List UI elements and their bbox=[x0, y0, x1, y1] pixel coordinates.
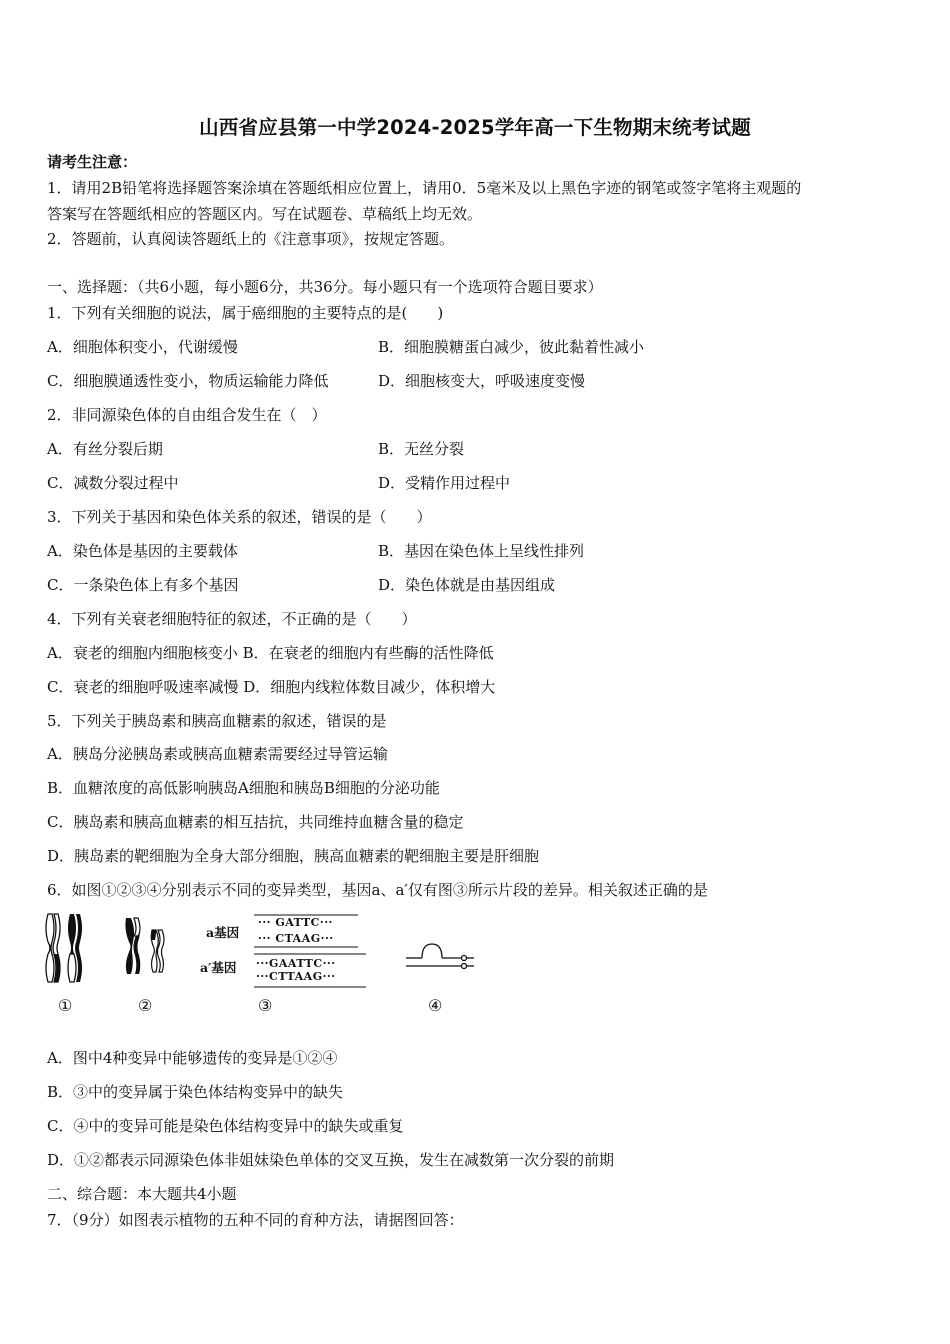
question-5-option-d: D．胰岛素的靶细胞为全身大部分细胞，胰高血糖素的靶细胞主要是肝细胞 bbox=[47, 847, 540, 865]
question-2-option-c: C．减数分裂过程中 bbox=[47, 474, 179, 492]
figure-label-2: ② bbox=[138, 996, 153, 1015]
question-3-option-b: B．基因在染色体上呈线性排列 bbox=[378, 542, 585, 560]
question-2-option-a: A．有丝分裂后期 bbox=[47, 440, 163, 458]
chromosome-loop-diagram bbox=[400, 938, 480, 978]
notice-item-1-line-1: 1．请用2B铅笔将选择题答案涂填在答题纸相应位置上，请用0．5毫米及以上黑色字迹的钢笔或签字笔将主观题的 bbox=[47, 179, 802, 197]
question-3-stem: 3．下列关于基因和染色体关系的叙述，错误的是（ ） bbox=[47, 508, 432, 526]
notice-item-1-line-2: 答案写在答题纸相应的答题区内。写在试题卷、草稿纸上均无效。 bbox=[47, 205, 483, 223]
gene-a-strand-top: ··· GATTC··· bbox=[258, 916, 333, 929]
question-3-option-a: A．染色体是基因的主要载体 bbox=[47, 542, 238, 560]
question-6-option-a: A．图中4种变异中能够遗传的变异是①②④ bbox=[47, 1049, 338, 1067]
question-2-option-b: B．无丝分裂 bbox=[378, 440, 465, 458]
chromosome-pair-1-diagram bbox=[40, 908, 100, 988]
question-6-option-b: B．③中的变异属于染色体结构变异中的缺失 bbox=[47, 1083, 344, 1101]
question-2-stem: 2．非同源染色体的自由组合发生在（ ） bbox=[47, 406, 327, 424]
question-5-option-a: A．胰岛分泌胰岛素或胰高血糖素需要经过导管运输 bbox=[47, 745, 388, 763]
section-1-heading: 一、选择题：（共6小题，每小题6分，共36分。每小题只有一个选项符合题目要求） bbox=[47, 278, 603, 296]
gene-a-label: a基因 bbox=[206, 925, 240, 940]
question-2-option-d: D．受精作用过程中 bbox=[378, 474, 511, 492]
question-6-option-d: D．①②都表示同源染色体非姐妹染色单体的交叉互换，发生在减数第一次分裂的前期 bbox=[47, 1151, 615, 1169]
question-6-stem: 6．如图①②③④分别表示不同的变异类型，基因a、a′仅有图③所示片段的差异。相关叙述正确的是 bbox=[47, 881, 708, 899]
question-4-stem: 4．下列有关衰老细胞特征的叙述，不正确的是（ ） bbox=[47, 610, 417, 628]
figure-label-3: ③ bbox=[258, 996, 273, 1015]
question-5-option-b: B．血糖浓度的高低影响胰岛A细胞和胰岛B细胞的分泌功能 bbox=[47, 779, 440, 797]
figure-label-4: ④ bbox=[428, 996, 443, 1015]
notice-heading: 请考生注意： bbox=[47, 153, 138, 171]
gene-a-prime-label: a′基因 bbox=[200, 960, 237, 975]
question-3-option-d: D．染色体就是由基因组成 bbox=[378, 576, 556, 594]
question-1-option-c: C．细胞膜通透性变小，物质运输能力降低 bbox=[47, 372, 329, 390]
notice-item-2: 2．答题前，认真阅读答题纸上的《注意事项》，按规定答题。 bbox=[47, 230, 455, 248]
question-1-stem: 1．下列有关细胞的说法，属于癌细胞的主要特点的是( ) bbox=[47, 304, 444, 322]
question-7-stem: 7．（9分）如图表示植物的五种不同的育种方法，请据图回答： bbox=[47, 1211, 464, 1229]
page-title: 山西省应县第一中学2024-2025学年高一下生物期末统考试题 bbox=[199, 116, 751, 139]
question-1-option-d: D．细胞核变大，呼吸速度变慢 bbox=[378, 372, 586, 390]
gene-a-prime-strand-bottom: ···CTTAAG··· bbox=[256, 970, 336, 983]
question-1-option-a: A．细胞体积变小，代谢缓慢 bbox=[47, 338, 238, 356]
figure-label-1: ① bbox=[58, 996, 73, 1015]
gene-a-prime-strand-top: ···GAATTC··· bbox=[256, 957, 336, 970]
question-5-option-c: C．胰岛素和胰高血糖素的相互拮抗，共同维持血糖含量的稳定 bbox=[47, 813, 464, 831]
dna-strand-lines bbox=[250, 912, 370, 992]
question-1-option-b: B．细胞膜糖蛋白减少，彼此黏着性减小 bbox=[378, 338, 645, 356]
question-5-stem: 5．下列关于胰岛素和胰高血糖素的叙述，错误的是 bbox=[47, 712, 387, 730]
gene-a-strand-bottom: ··· CTAAG··· bbox=[258, 932, 334, 945]
question-4-options-ab: A．衰老的细胞内细胞核变小 B．在衰老的细胞内有些酶的活性降低 bbox=[47, 644, 494, 662]
section-2-heading: 二、综合题：本大题共4小题 bbox=[47, 1185, 237, 1203]
chromosome-pair-2-diagram bbox=[120, 908, 180, 988]
question-6-option-c: C．④中的变异可能是染色体结构变异中的缺失或重复 bbox=[47, 1117, 404, 1135]
question-4-options-cd: C．衰老的细胞呼吸速率减慢 D．细胞内线粒体数目减少，体积增大 bbox=[47, 678, 496, 696]
question-3-option-c: C．一条染色体上有多个基因 bbox=[47, 576, 239, 594]
question-6-figure bbox=[40, 908, 500, 1018]
